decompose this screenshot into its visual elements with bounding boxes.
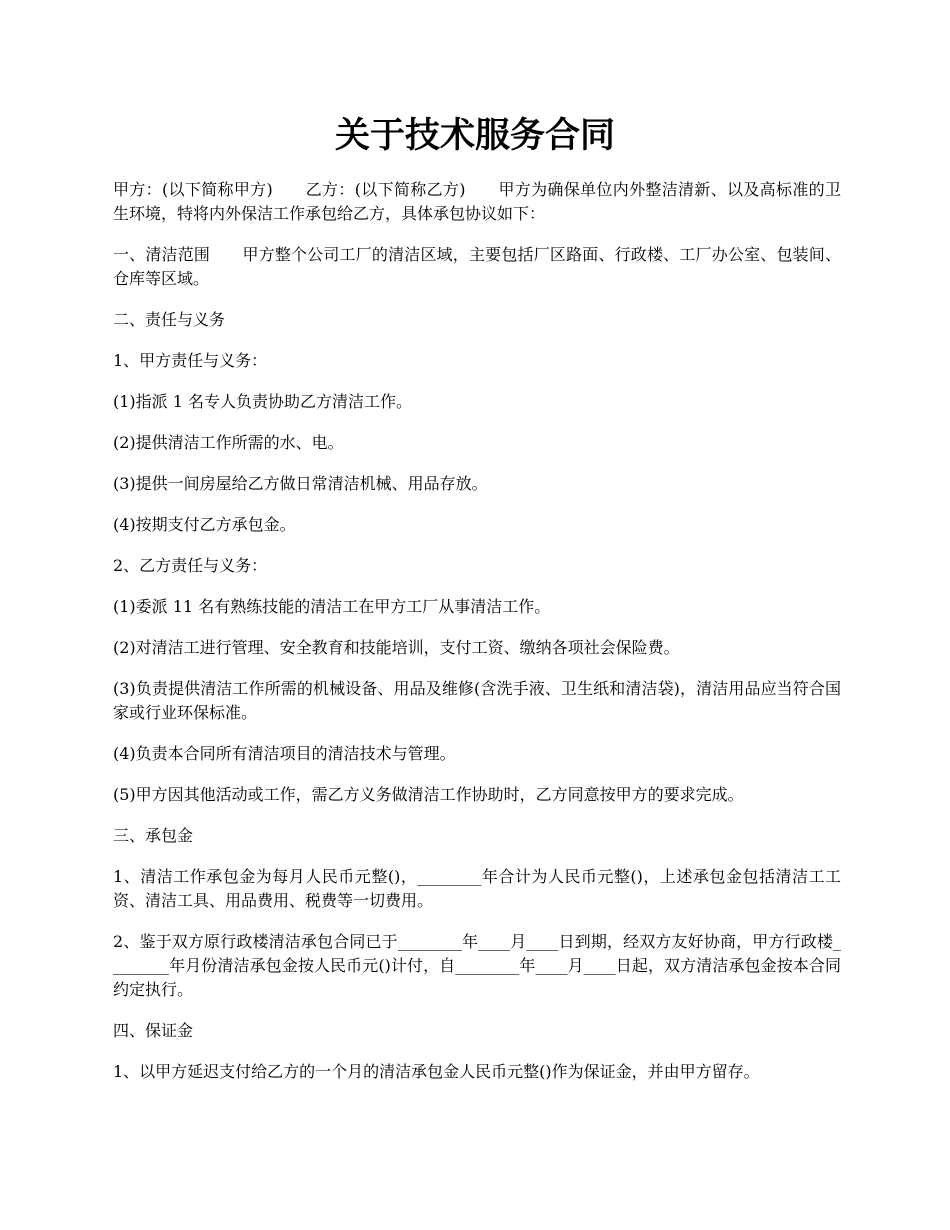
paragraph-cleaning-scope: 一、清洁范围 甲方整个公司工厂的清洁区域，主要包括厂区路面、行政楼、工厂办公室、包装间、仓库等区域。 [113,245,841,288]
list-item: (3)负责提供清洁工作所需的机械设备、用品及维修(含洗手液、卫生纸和清洁袋)，清洁用品应当符合国家或行业环保标准。 [113,679,841,722]
list-item: (2)提供清洁工作所需的水、电。 [113,433,344,452]
list-item: 1、以甲方延迟支付给乙方的一个月的清洁承包金人民币元整()作为保证金，并由甲方留存。 [113,1062,760,1081]
list-item: 2、鉴于双方原行政楼清洁承包合同已于________年____月____日到期，经双方友好协商，甲方行政楼________年月份清洁承包金按人民币元()计付，自________年____月____日起，双方清洁承包金按本合同约定执行。 [113,932,841,999]
list-item: (2)对清洁工进行管理、安全教育和技能培训，支付工资、缴纳各项社会保险费。 [113,638,680,657]
list-item: (4)负责本合同所有清洁项目的清洁技术与管理。 [113,744,456,763]
section-heading-contract-fee: 三、承包金 [113,826,194,845]
list-item: (1)指派 1 名专人负责协助乙方清洁工作。 [113,392,413,411]
document-body [113,178,841,1101]
subheading-party-b: 2、乙方责任与义务： [113,556,268,575]
document-title: 关于技术服务合同 [334,115,615,156]
list-item: (5)甲方因其他活动或工作，需乙方义务做清洁工作协助时，乙方同意按甲方的要求完成。 [113,785,744,804]
subheading-party-a: 1、甲方责任与义务： [113,351,268,370]
section-heading-responsibilities: 二、责任与义务 [113,310,226,329]
list-item: (3)提供一间房屋给乙方做日常清洁机械、用品存放。 [113,474,488,493]
paragraph-intro: 甲方：(以下简称甲方) 乙方：(以下简称乙方) 甲方为确保单位内外整洁清新、以及高标准的卫生环境，特将内外保洁工作承包给乙方，具体承包协议如下： [113,180,841,223]
list-item: 1、清洁工作承包金为每月人民币元整()，________年合计为人民币元整()，上述承包金包括清洁工工资、清洁工具、用品费用、税费等一切费用。 [113,867,841,910]
section-heading-deposit: 四、保证金 [113,1021,194,1040]
list-item: (1)委派 11 名有熟练技能的清洁工在甲方工厂从事清洁工作。 [113,597,551,616]
list-item: (4)按期支付乙方承包金。 [113,515,296,534]
